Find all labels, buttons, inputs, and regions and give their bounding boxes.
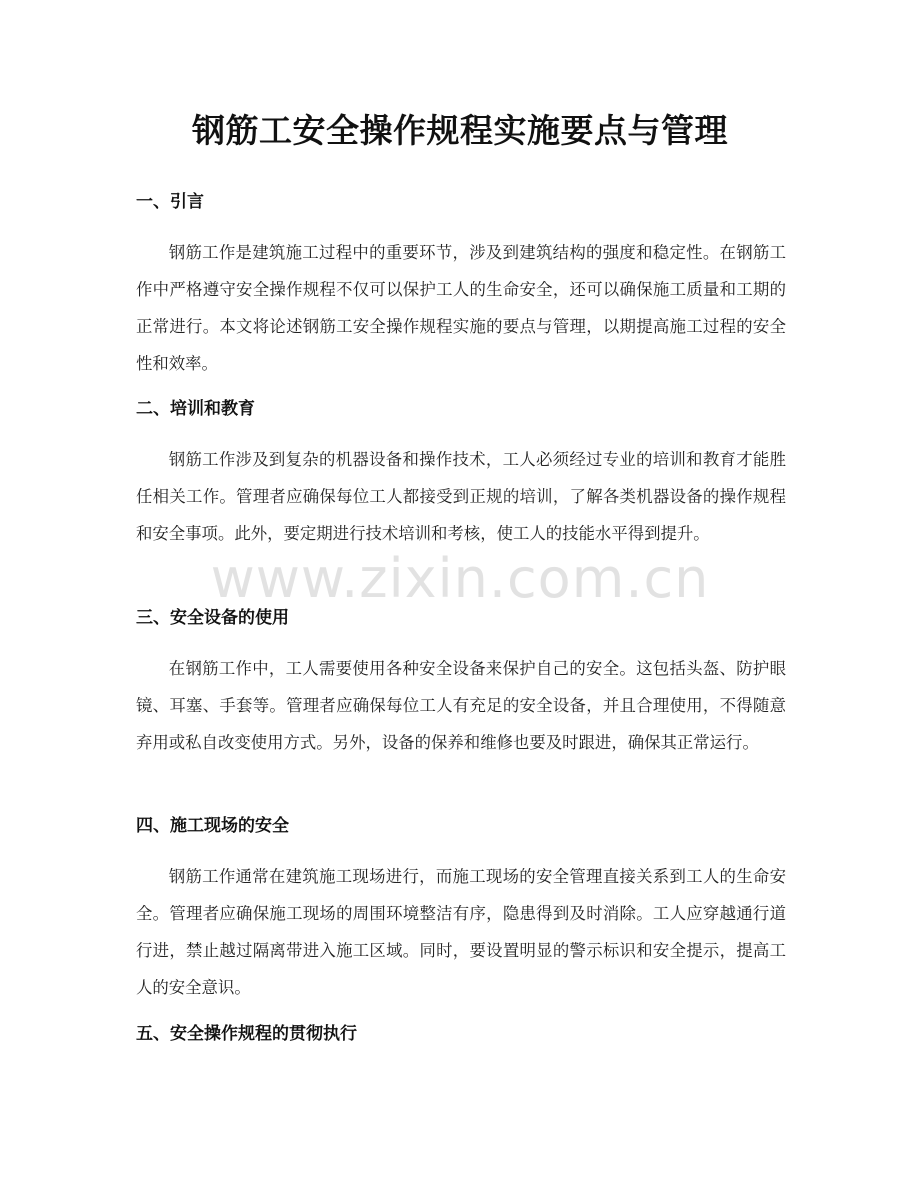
section-safety-equipment xyxy=(136,606,786,761)
section-site-safety xyxy=(136,814,786,1006)
section-introduction xyxy=(136,190,786,382)
section-heading: 四、施工现场的安全 xyxy=(136,816,289,836)
watermark: www.zixin.com.cn xyxy=(210,547,710,610)
document-title: 钢筋工安全操作规程实施要点与管理 xyxy=(192,111,728,150)
section-training xyxy=(136,397,786,552)
section-heading: 三、安全设备的使用 xyxy=(136,608,289,628)
section-paragraph: 钢筋工作涉及到复杂的机器设备和操作技术，工人必须经过专业的培训和教育才能胜任相关工作。管理者应确保每位工人都接受到正规的培训，了解各类机器设备的操作规程和安全事项。此外，要定期进行技术培训和考核，使工人的技能水平得到提升。 xyxy=(136,450,786,543)
section-heading: 二、培训和教育 xyxy=(136,399,255,419)
section-paragraph: 钢筋工作通常在建筑施工现场进行，而施工现场的安全管理直接关系到工人的生命安全。管理者应确保施工现场的周围环境整洁有序，隐患得到及时消除。工人应穿越通行道行进，禁止越过隔离带进入施工区域。同时，要设置明显的警示标识和安全提示，提高工人的安全意识。 xyxy=(136,867,786,997)
section-heading: 一、引言 xyxy=(136,192,204,212)
section-paragraph: 钢筋工作是建筑施工过程中的重要环节，涉及到建筑结构的强度和稳定性。在钢筋工作中严格遵守安全操作规程不仅可以保护工人的生命安全，还可以确保施工质量和工期的正常进行。本文将论述钢筋工安全操作规程实施的要点与管理，以期提高施工过程的安全性和效率。 xyxy=(136,243,786,373)
section-paragraph: 在钢筋工作中，工人需要使用各种安全设备来保护自己的安全。这包括头盔、防护眼镜、耳塞、手套等。管理者应确保每位工人有充足的安全设备，并且合理使用，不得随意弃用或私自改变使用方式。另外，设备的保养和维修也要及时跟进，确保其正常运行。 xyxy=(136,659,786,752)
section-heading: 五、安全操作规程的贯彻执行 xyxy=(136,1024,357,1044)
section-enforcement xyxy=(136,1022,786,1046)
